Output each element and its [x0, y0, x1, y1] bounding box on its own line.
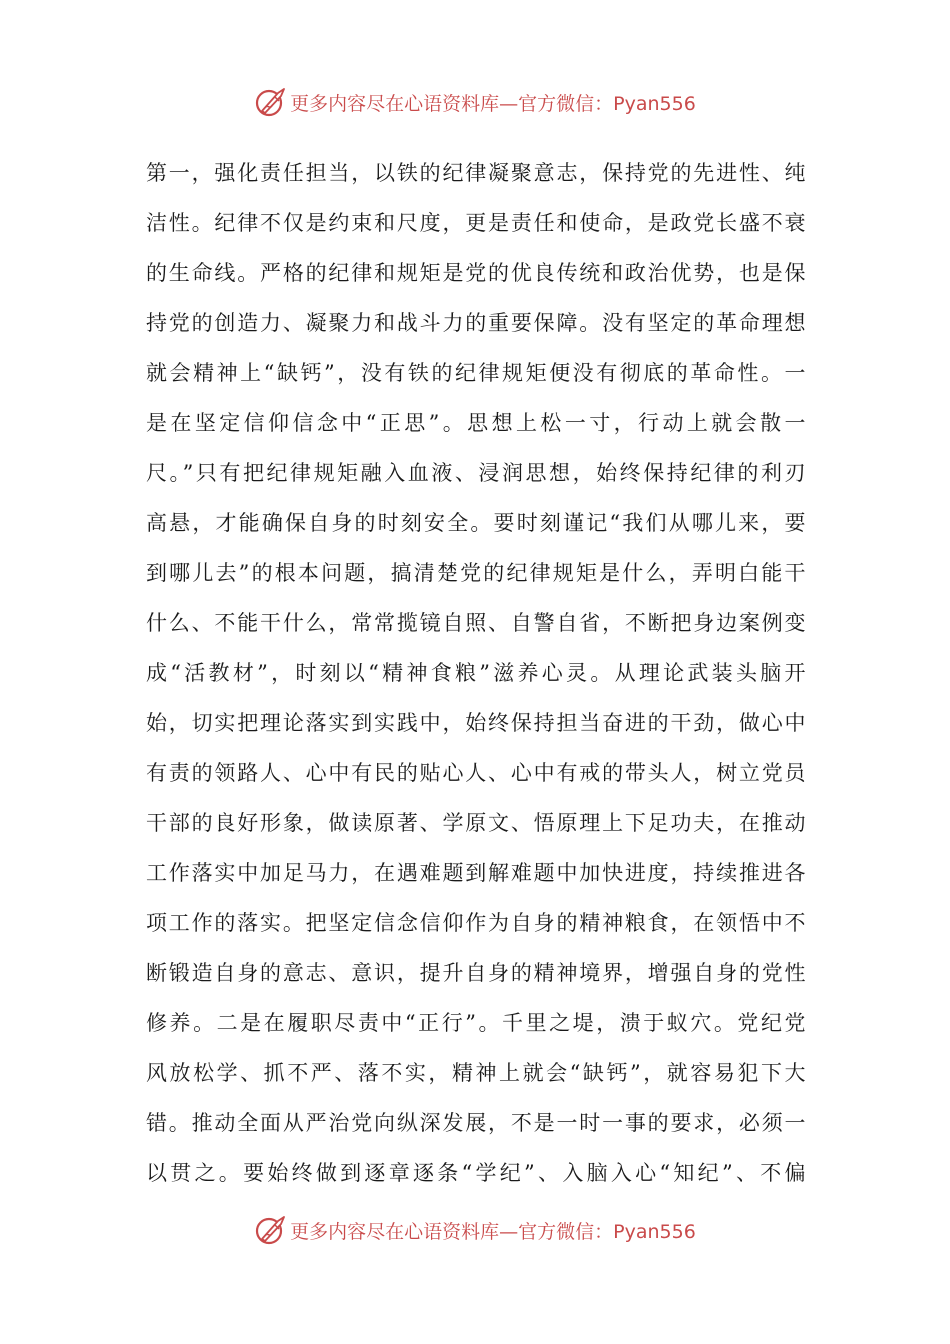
- body-text-line: 尺。”只有把纪律规矩融入血液、浸润思想，始终保持纪律的利刃: [146, 461, 806, 485]
- body-text-line: 风放松学、抓不严、落不实，精神上就会“缺钙”，就容易犯下大: [146, 1061, 806, 1085]
- body-text-line: 有责的领路人、心中有民的贴心人、心中有戒的带头人，树立党员: [146, 761, 806, 785]
- body-text-line: 第一，强化责任担当，以铁的纪律凝聚意志，保持党的先进性、纯: [146, 161, 806, 185]
- footer-banner-label: 更多内容尽在心语资料库—官方微信：: [290, 1220, 614, 1243]
- body-text-line: 洁性。纪律不仅是约束和尺度，更是责任和使命，是政党长盛不衰: [146, 211, 806, 235]
- footer-wechat-id: Pyan556: [613, 1220, 696, 1243]
- pen-nib-logo-icon: [254, 1213, 288, 1247]
- body-text-line: 断锻造自身的意志、意识，提升自身的精神境界，增强自身的党性: [146, 961, 806, 985]
- header-banner-text: [290, 89, 696, 116]
- footer-banner: [0, 1210, 950, 1250]
- body-text-line: 成“活教材”，时刻以“精神食粮”滋养心灵。从理论武装头脑开: [146, 661, 806, 685]
- body-text-line: 是在坚定信仰信念中“正思”。思想上松一寸，行动上就会散一: [146, 411, 806, 435]
- body-text-line: 修养。二是在履职尽责中“正行”。千里之堤，溃于蚁穴。党纪党: [146, 1011, 806, 1035]
- footer-banner-text: [290, 1217, 696, 1244]
- header-wechat-id: Pyan556: [613, 92, 696, 115]
- body-text-line: 就会精神上“缺钙”，没有铁的纪律规矩便没有彻底的革命性。一: [146, 361, 806, 385]
- document-body: [146, 148, 806, 1198]
- body-text-line: 项工作的落实。把坚定信念信仰作为自身的精神粮食，在领悟中不: [146, 911, 806, 935]
- body-text-line: 到哪儿去”的根本问题，搞清楚党的纪律规矩是什么，弄明白能干: [146, 561, 806, 585]
- header-banner-label: 更多内容尽在心语资料库—官方微信：: [290, 92, 614, 115]
- body-text-line: 高悬，才能确保自身的时刻安全。要时刻谨记“我们从哪儿来，要: [146, 511, 806, 535]
- body-text-line: 什么、不能干什么，常常揽镜自照、自警自省，不断把身边案例变: [146, 611, 806, 635]
- body-text-line: 干部的良好形象，做读原著、学原文、悟原理上下足功夫，在推动: [146, 811, 806, 835]
- pen-nib-logo-icon: [254, 85, 288, 119]
- header-banner: [0, 82, 950, 122]
- body-text-line: 工作落实中加足马力，在遇难题到解难题中加快进度，持续推进各: [146, 861, 806, 885]
- body-text-line: 持党的创造力、凝聚力和战斗力的重要保障。没有坚定的革命理想: [146, 311, 806, 335]
- body-text-line: 的生命线。严格的纪律和规矩是党的优良传统和政治优势，也是保: [146, 261, 806, 285]
- body-text-line: 以贯之。要始终做到逐章逐条“学纪”、入脑入心“知纪”、不偏: [146, 1161, 806, 1185]
- body-text-line: 错。推动全面从严治党向纵深发展，不是一时一事的要求，必须一: [146, 1111, 806, 1135]
- body-text-line: 始，切实把理论落实到实践中，始终保持担当奋进的干劲，做心中: [146, 711, 806, 735]
